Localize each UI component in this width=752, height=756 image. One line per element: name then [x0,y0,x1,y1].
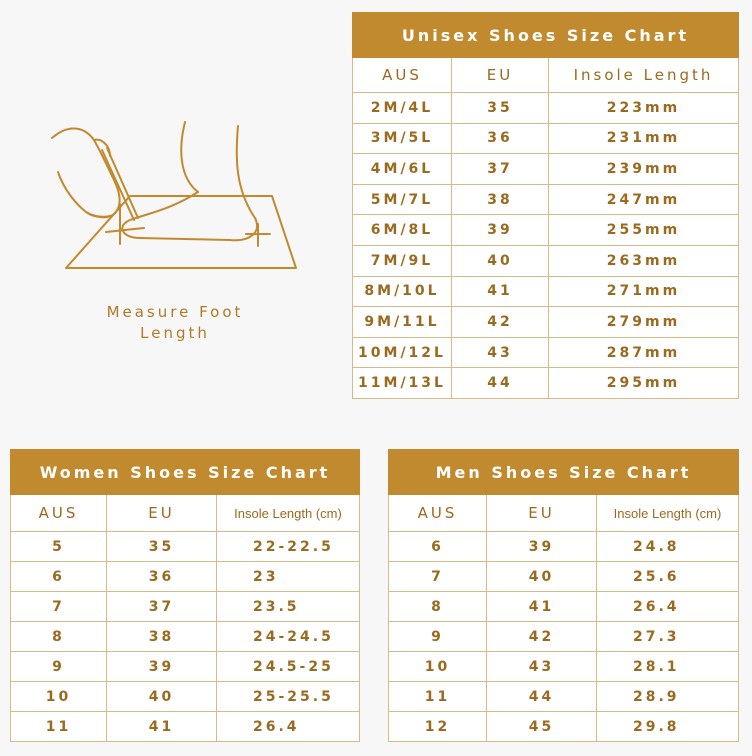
women-size-chart [10,449,360,742]
eu-cell: 43 [487,652,597,682]
table-row [11,682,360,712]
eu-cell: 40 [487,562,597,592]
insole-length-cell: 287mm [549,337,739,368]
aus-cell: 11 [11,712,107,742]
aus-cell: 6 [11,562,107,592]
table-row [11,562,360,592]
table-row [353,276,739,307]
insole-length-cell: 29.8 [597,712,739,742]
insole-length-cell: 26.4 [597,592,739,622]
measure-foot-caption [60,302,290,344]
aus-cell: 7 [389,562,487,592]
aus-cell: 11 [389,682,487,712]
aus-cell: 7M/9L [353,245,452,276]
eu-cell: 45 [487,712,597,742]
column-header-aus: AUS [389,495,487,532]
column-header-eu: EU [452,58,549,93]
measure-foot-illustration [50,120,300,280]
table-row [389,652,739,682]
insole-length-cell: 263mm [549,245,739,276]
eu-cell: 35 [107,532,217,562]
table-header-row [389,495,739,532]
eu-cell: 42 [487,622,597,652]
insole-length-cell: 223mm [549,93,739,124]
insole-length-cell: 231mm [549,123,739,154]
men-size-chart [388,449,739,742]
table-row [389,532,739,562]
caption-line-1: Measure Foot [106,303,244,321]
caption-line-2: Length [140,324,210,342]
aus-cell: 9M/11L [353,307,452,338]
table-row [11,532,360,562]
aus-cell: 8M/10L [353,276,452,307]
table-row [11,712,360,742]
insole-length-cell: 279mm [549,307,739,338]
eu-cell: 36 [452,123,549,154]
table-row [353,154,739,185]
aus-cell: 4M/6L [353,154,452,185]
aus-cell: 2M/4L [353,93,452,124]
table-row [11,652,360,682]
table-row [353,93,739,124]
aus-cell: 10M/12L [353,337,452,368]
eu-cell: 41 [487,592,597,622]
aus-cell: 10 [389,652,487,682]
table-row [353,184,739,215]
eu-cell: 38 [107,622,217,652]
insole-length-cell: 255mm [549,215,739,246]
insole-length-cell: 247mm [549,184,739,215]
insole-length-cell: 23 [217,562,360,592]
column-header-insole-length: Insole Length (cm) [597,495,739,532]
aus-cell: 10 [11,682,107,712]
column-header-eu: EU [107,495,217,532]
aus-cell: 8 [11,622,107,652]
eu-cell: 38 [452,184,549,215]
table-row [389,712,739,742]
table-row [353,368,739,399]
insole-length-cell: 24.8 [597,532,739,562]
insole-length-cell: 25.6 [597,562,739,592]
unisex-size-chart [352,12,739,399]
eu-cell: 40 [107,682,217,712]
insole-length-cell: 239mm [549,154,739,185]
table-row [353,123,739,154]
table-row [353,215,739,246]
aus-cell: 12 [389,712,487,742]
insole-length-cell: 26.4 [217,712,360,742]
column-header-aus: AUS [11,495,107,532]
insole-length-cell: 24-24.5 [217,622,360,652]
table-row [389,592,739,622]
insole-length-cell: 28.1 [597,652,739,682]
table-header-row [11,495,360,532]
aus-cell: 11M/13L [353,368,452,399]
table-row [353,307,739,338]
eu-cell: 43 [452,337,549,368]
eu-cell: 44 [487,682,597,712]
insole-length-cell: 271mm [549,276,739,307]
aus-cell: 6M/8L [353,215,452,246]
aus-cell: 7 [11,592,107,622]
aus-cell: 8 [389,592,487,622]
table-row [389,562,739,592]
table-header-row [353,58,739,93]
women-chart-title: Women Shoes Size Chart [11,450,360,495]
table-row [353,337,739,368]
aus-cell: 5 [11,532,107,562]
aus-cell: 9 [11,652,107,682]
aus-cell: 3M/5L [353,123,452,154]
column-header-insole-length: Insole Length (cm) [217,495,360,532]
column-header-eu: EU [487,495,597,532]
men-chart-title: Men Shoes Size Chart [389,450,739,495]
eu-cell: 41 [452,276,549,307]
eu-cell: 39 [107,652,217,682]
table-row [389,622,739,652]
eu-cell: 42 [452,307,549,338]
table-row [353,245,739,276]
table-row [11,622,360,652]
insole-length-cell: 295mm [549,368,739,399]
eu-cell: 44 [452,368,549,399]
eu-cell: 41 [107,712,217,742]
eu-cell: 36 [107,562,217,592]
eu-cell: 40 [452,245,549,276]
eu-cell: 37 [107,592,217,622]
eu-cell: 39 [452,215,549,246]
table-row [11,592,360,622]
aus-cell: 5M/7L [353,184,452,215]
aus-cell: 6 [389,532,487,562]
eu-cell: 35 [452,93,549,124]
aus-cell: 9 [389,622,487,652]
column-header-insole-length: Insole Length [549,58,739,93]
insole-length-cell: 25-25.5 [217,682,360,712]
table-row [389,682,739,712]
column-header-aus: AUS [353,58,452,93]
insole-length-cell: 27.3 [597,622,739,652]
eu-cell: 39 [487,532,597,562]
insole-length-cell: 23.5 [217,592,360,622]
eu-cell: 37 [452,154,549,185]
insole-length-cell: 28.9 [597,682,739,712]
insole-length-cell: 22-22.5 [217,532,360,562]
unisex-chart-title: Unisex Shoes Size Chart [353,13,739,58]
insole-length-cell: 24.5-25 [217,652,360,682]
